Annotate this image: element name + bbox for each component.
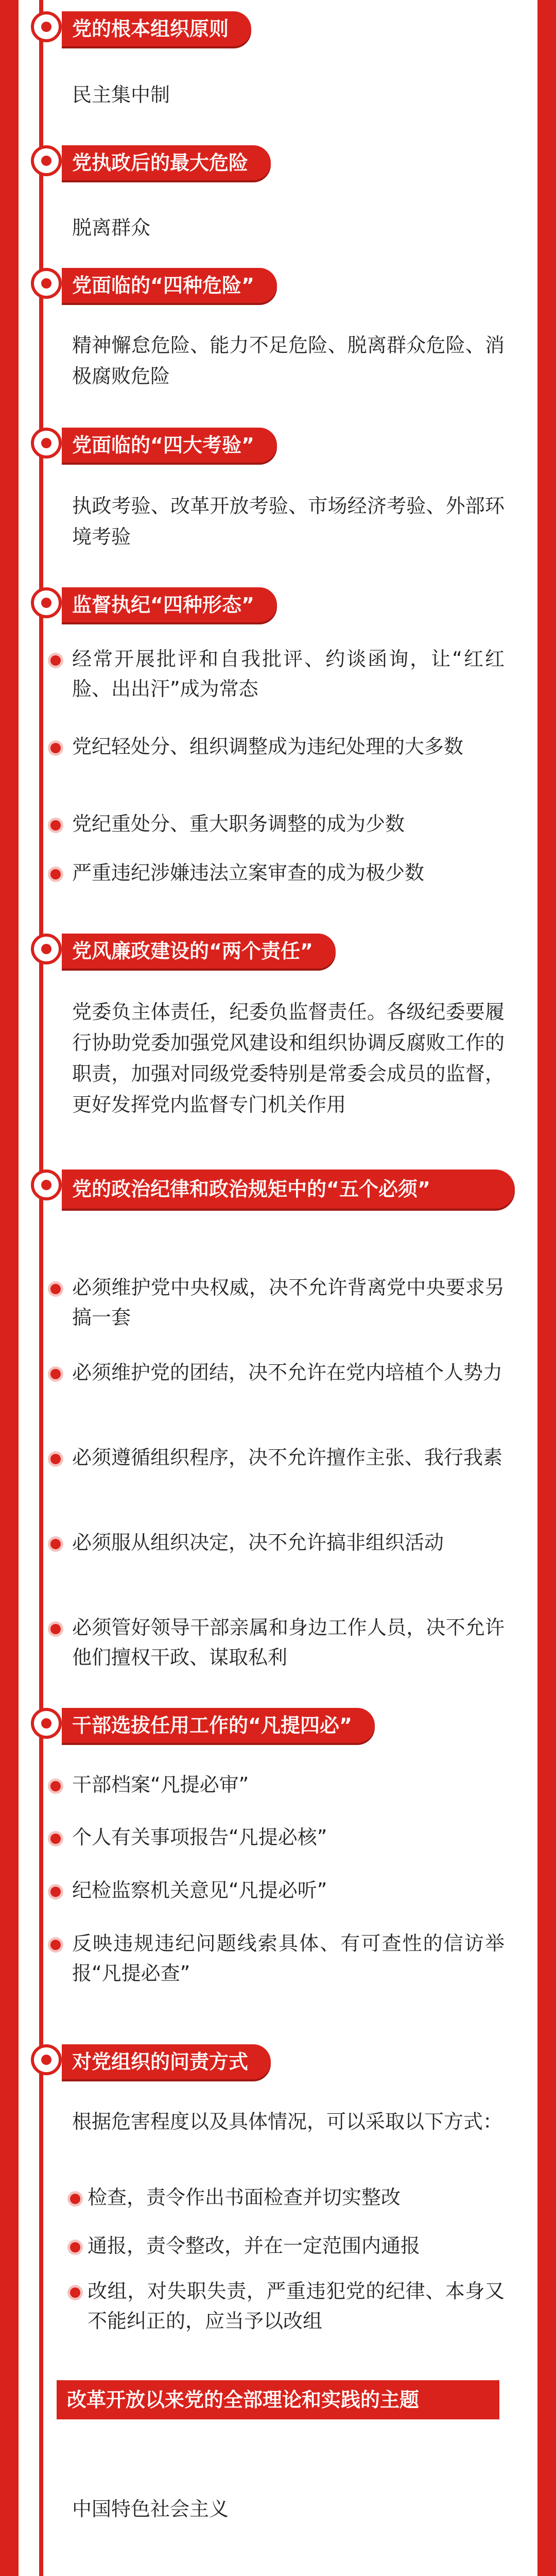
list-item: 检查，责令作出书面检查并切实整改 [88,2182,505,2212]
timeline-node-icon [31,934,62,964]
section-five-musts [31,1170,525,1710]
section-theme [31,2380,525,2545]
bullet-dot-icon [50,1454,61,1464]
list-item: 必须遵循组织程序，决不允许擅作主张、我行我素 [72,1443,505,1472]
bullet-dot-icon [70,2287,80,2298]
bullet-dot-icon [50,1284,61,1294]
list-item: 党纪轻处分、组织调整成为违纪处理的大多数 [72,732,505,761]
section-biggest-danger [31,145,525,248]
list-item: 个人有关事项报告“凡提必核” [72,1822,505,1852]
list-item: 反映违规违纪问题线索具体、有可查性的信访举报“凡提必查” [72,1928,505,1988]
section-title: 党的根本组织原则 [62,11,251,46]
section-title: 干部选拔任用工作的“凡提四必” [62,1708,375,1743]
section-text: 党委负主体责任，纪委负监督责任。各级纪委要履行协助党委加强党风建设和组织协调反腐败工作的职责，加强对同级党委特别是常委会成员的监督，更好发挥党内监督专门机关作用 [72,1001,505,1116]
timeline-node-icon [31,145,62,176]
list-item: 必须服从组织决定，决不允许搞非组织活动 [72,1528,505,1557]
section-text: 根据危害程度以及具体情况，可以采取以下方式： [72,2110,503,2133]
section-title: 党的政治纪律和政治规矩中的“五个必须” [62,1170,515,1209]
section-text: 民主集中制 [72,83,170,106]
section-title: 党执政后的最大危险 [62,145,271,180]
list-item: 通报，责令整改，并在一定范围内通报 [88,2231,505,2261]
list-item: 干部档案“凡提必审” [72,1770,505,1800]
bullet-dot-icon [50,1834,61,1844]
list-item: 党纪重处分、重大职务调整的成为少数 [72,809,505,839]
section-four-tests [31,428,525,562]
section-text: 脱离群众 [72,216,151,239]
timeline-node-icon [31,428,62,459]
section-two-responsibilities [31,934,525,1181]
timeline-node-icon [31,1170,62,1200]
timeline-node-icon [31,587,62,618]
timeline-node-icon [31,268,62,299]
section-four-forms [31,587,525,958]
bullet-dot-icon [50,1887,61,1897]
list-item: 经常开展批评和自我批评、约谈函询，让“红红脸、出出汗”成为常态 [72,644,505,704]
section-title: 党面临的“四大考验” [62,428,277,463]
section-title: 党面临的“四种危险” [62,268,277,303]
list-item: 纪检监察机关意见“凡提必听” [72,1875,505,1905]
section-four-dangers [31,268,525,402]
section-organization-principle [31,11,525,114]
list-item: 必须管好领导干部亲属和身边工作人员，决不允许他们擅权干政、谋取私利 [72,1613,505,1672]
list-item: 必须维护党中央权威，决不允许背离党中央要求另搞一套 [72,1273,505,1332]
timeline-node-icon [31,11,62,42]
section-text: 中国特色社会主义 [72,2498,229,2520]
section-title: 对党组织的问责方式 [62,2044,271,2079]
bullet-dot-icon [70,2194,80,2204]
timeline-node-icon [31,1708,62,1739]
list-item: 改组，对失职失责，严重违犯党的纪律、本身又不能纠正的，应当予以改组 [88,2276,505,2336]
bullet-dot-icon [50,1624,61,1634]
section-text: 精神懈怠危险、能力不足危险、脱离群众危险、消极腐败危险 [72,334,505,387]
bullet-dot-icon [50,820,61,831]
bullet-dot-icon [50,743,61,753]
list-item: 严重违纪涉嫌违法立案审查的成为极少数 [72,858,505,888]
right-red-border [537,0,556,2576]
bullet-dot-icon [50,869,61,879]
bullet-dot-icon [50,1940,61,1950]
section-text: 执政考验、改革开放考验、市场经济考验、外部环境考验 [72,495,505,548]
bullet-dot-icon [70,2242,80,2252]
section-title: 监督执纪“四种形态” [62,587,277,622]
section-title: 改革开放以来党的全部理论和实践的主题 [57,2380,499,2419]
section-title: 党风廉政建设的“两个责任” [62,934,336,969]
section-accountability [31,2044,525,2364]
bullet-dot-icon [50,1539,61,1549]
bullet-dot-icon [50,655,61,666]
timeline-node-icon [31,2044,62,2075]
list-item: 必须维护党的团结，决不允许在党内培植个人势力 [72,1358,505,1387]
bullet-dot-icon [50,1369,61,1379]
bullet-dot-icon [50,1781,61,1791]
left-red-border [0,0,19,2576]
section-four-musts-promotion [31,1708,525,2027]
